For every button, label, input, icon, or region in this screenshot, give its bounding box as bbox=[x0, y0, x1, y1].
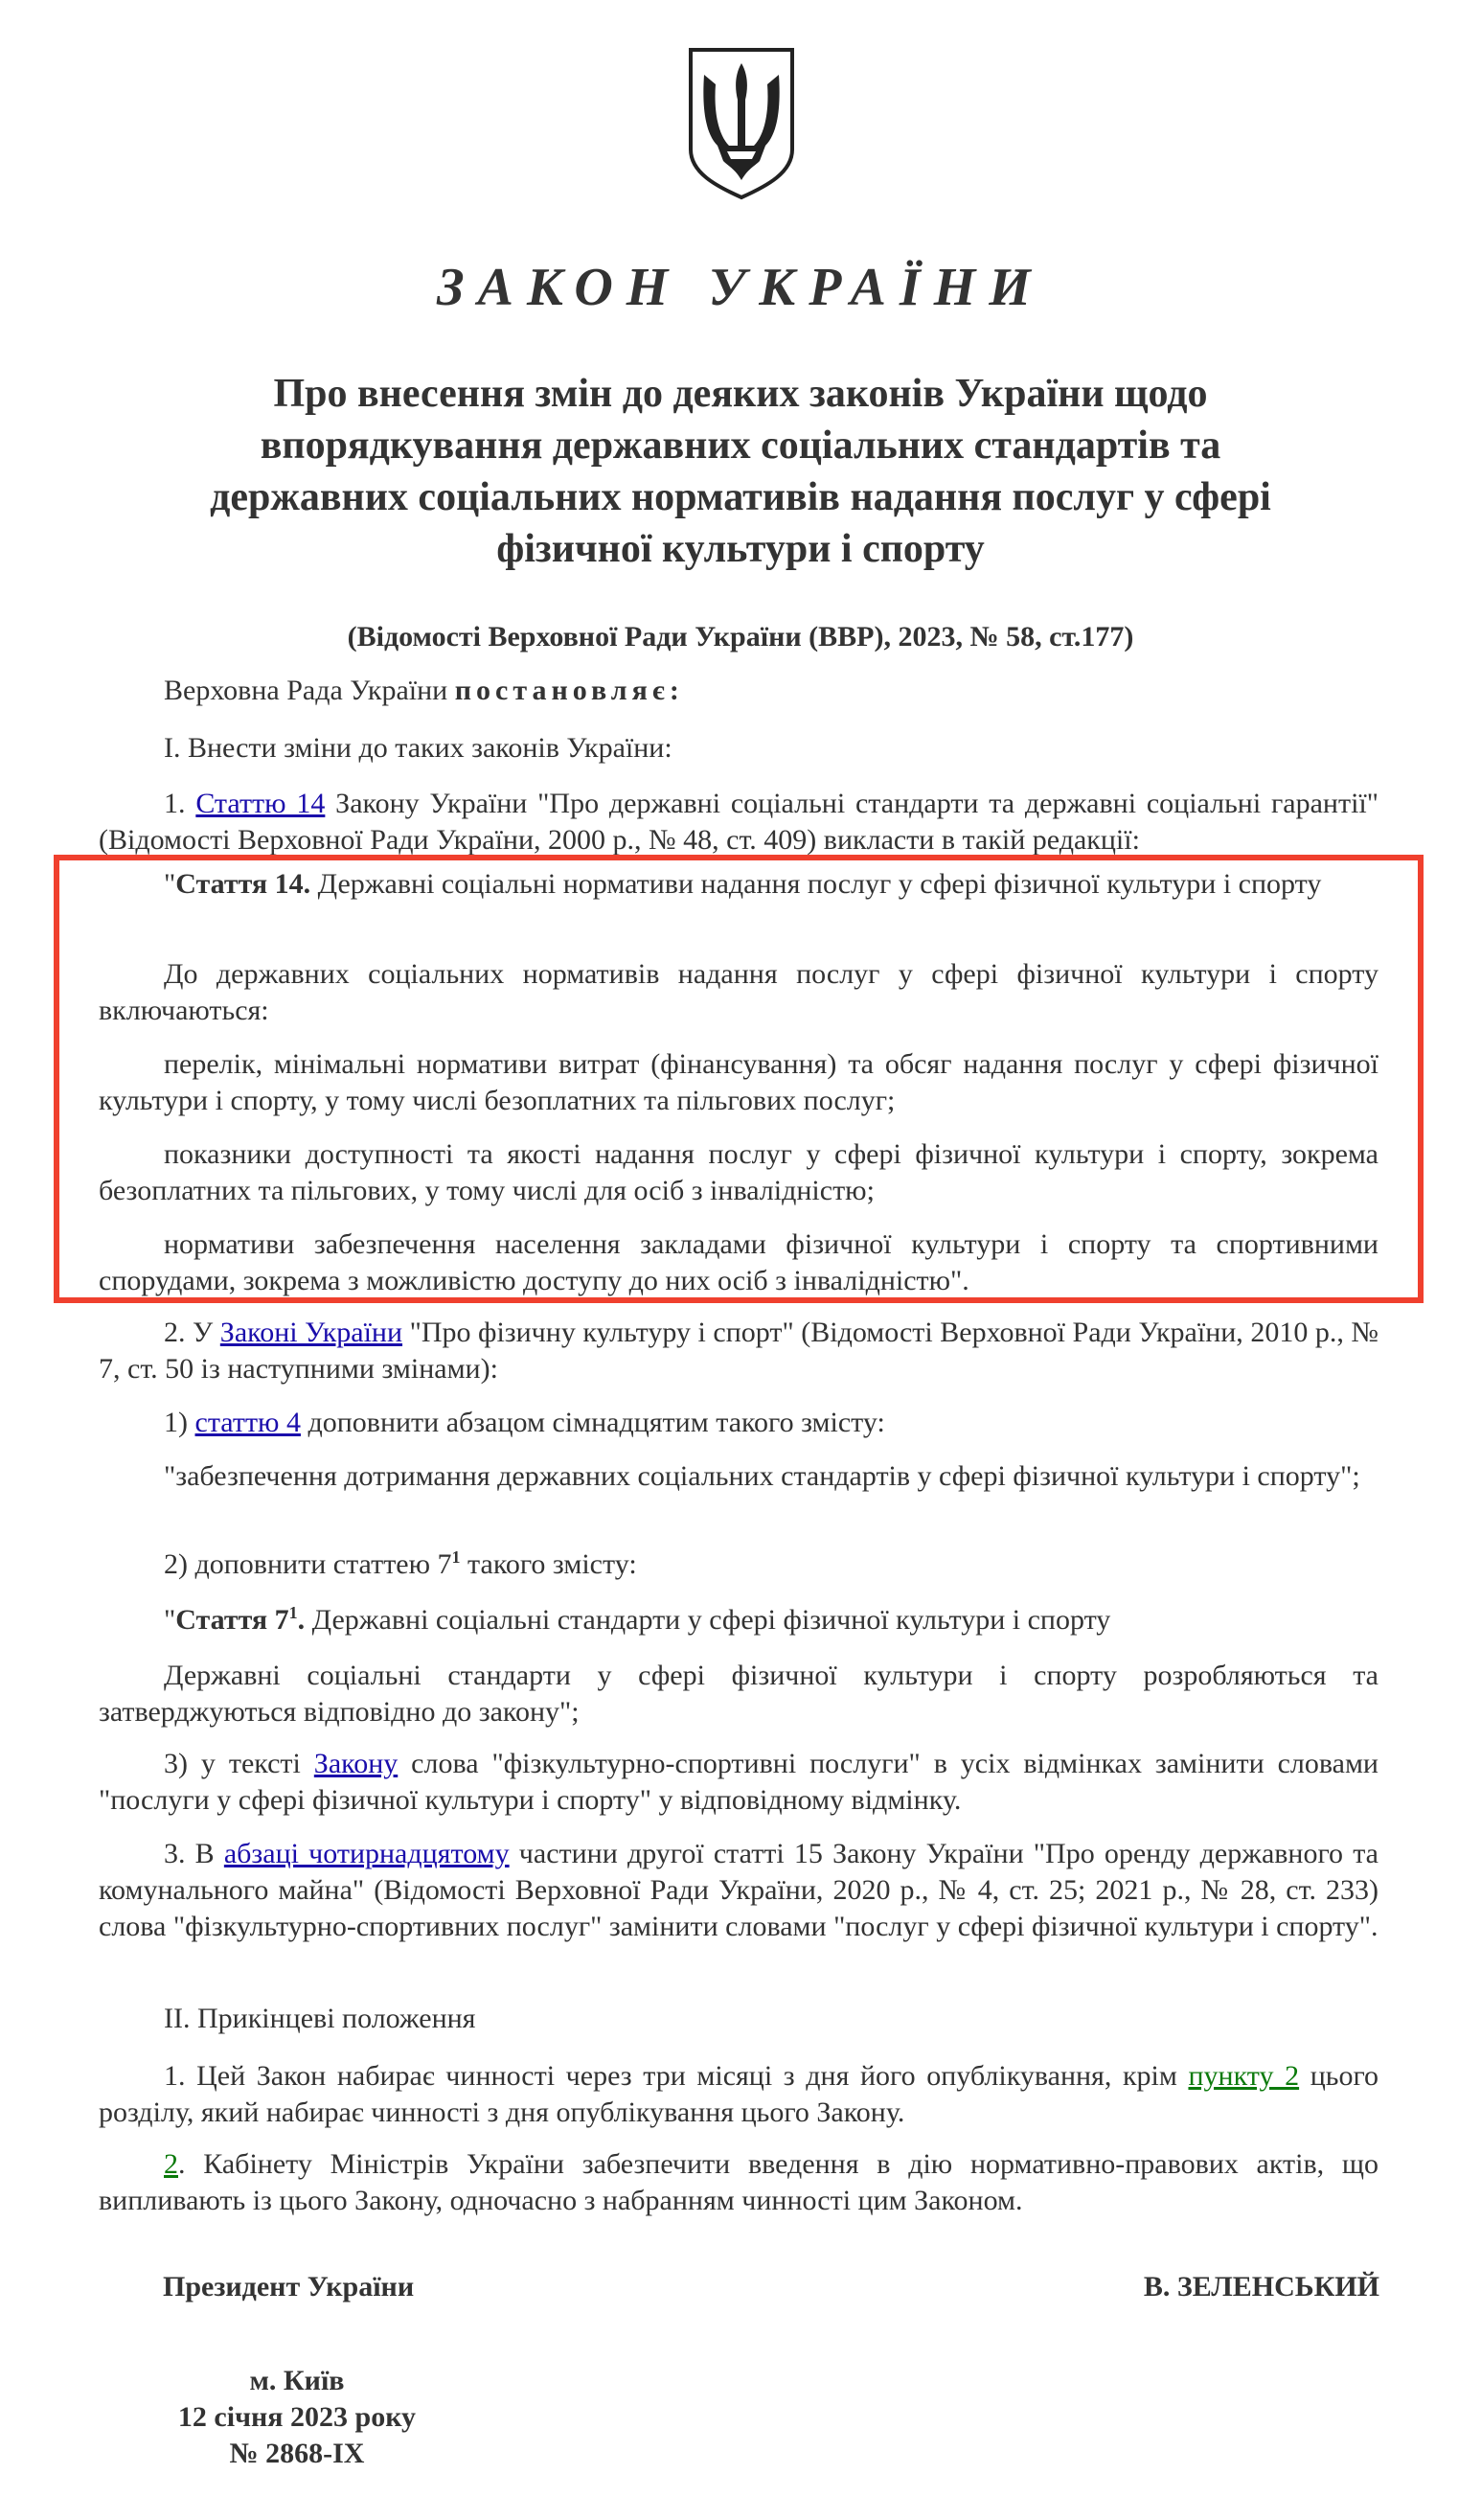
provision-text: цього розділу, який набирає чинності з дня опублікування цього Закону. bbox=[99, 2060, 1378, 2128]
amendment-2-3 bbox=[99, 1746, 1378, 1819]
provision-2-anchor[interactable]: 2 bbox=[164, 2148, 178, 2180]
amendment-text: слова "фізкультурно-спортивні послуги" в усіх відмінках замінити словами "послуги у сфері фізичної культури і спорту" у відповідному відмінку. bbox=[99, 1748, 1378, 1816]
paragraph-14-link[interactable]: абзаці чотирнадцятому bbox=[223, 1838, 510, 1869]
article-7-1-label bbox=[175, 1604, 305, 1636]
signer-position: Президент України bbox=[163, 2271, 415, 2302]
point-2-link[interactable]: пункту 2 bbox=[1188, 2060, 1300, 2092]
amendment-2-1 bbox=[99, 1405, 1378, 1441]
quoted-paragraph: "забезпечення дотримання державних соціальних стандартів у сфері фізичної культури і спорту"; bbox=[164, 1460, 1360, 1492]
article-7-1-heading bbox=[99, 1602, 1378, 1638]
article-4-link[interactable]: статтю 4 bbox=[194, 1407, 301, 1438]
amendment-text: такого змісту: bbox=[460, 1548, 637, 1580]
place-date-number bbox=[144, 2363, 450, 2472]
article-7-1-paragraph: Державні соціальні стандарти у сфері фізичної культури і спорту розробляються та затверджуються відповідно до закону"; bbox=[99, 1660, 1378, 1728]
subject-line: Про внесення змін до деяких законів України щодо bbox=[273, 372, 1208, 416]
section-2-heading: ІІ. Прикінцеві положення bbox=[164, 2003, 476, 2034]
article-14-paragraph: До державних соціальних нормативів надання послуг у сфері фізичної культури і спорту включаються: bbox=[99, 958, 1378, 1026]
provision-text: . Кабінету Міністрів України забезпечити введення в дію нормативно-правових актів, що випливають із цього Закону, одночасно з набранням чинності цим Законом. bbox=[99, 2148, 1378, 2216]
subject-line: впорядкування державних соціальних стандартів та bbox=[260, 424, 1221, 468]
subject-line: фізичної культури і спорту bbox=[496, 527, 985, 571]
superscript: 1 bbox=[451, 1547, 461, 1567]
article-14-paragraph: перелік, мінімальні нормативи витрат (фінансування) та обсяг надання послуг у сфері фізичної культури і спорту, у тому числі безоплатних та пільгових послуг; bbox=[99, 1048, 1378, 1116]
amendment-3 bbox=[99, 1836, 1378, 1945]
article-14-paragraph: показники доступності та якості надання послуг у сфері фізичної культури і спорту, зокрема безоплатних та пільгових, у тому числі для осіб з інвалідністю; bbox=[99, 1138, 1378, 1206]
intro-text: Верховна Рада України bbox=[164, 675, 455, 706]
superscript: 1 bbox=[288, 1603, 298, 1622]
law-title: ЗАКОН УКРАЇНИ bbox=[437, 258, 1044, 317]
law-subject bbox=[144, 368, 1337, 575]
signer-name: В. ЗЕЛЕНСЬКИЙ bbox=[1143, 2271, 1379, 2302]
provision-text: 1. Цей Закон набирає чинності через три місяці з дня його опублікування, крім bbox=[164, 2060, 1189, 2092]
final-provision-1 bbox=[99, 2058, 1378, 2131]
amendment-text: 2) доповнити статтею 7 bbox=[164, 1548, 452, 1580]
item-number: 3. В bbox=[164, 1838, 224, 1869]
amendment-1 bbox=[99, 786, 1378, 859]
amendment-2 bbox=[99, 1315, 1378, 1387]
gazette-reference: (Відомості Верховної Ради України (ВВР), 2023, № 58, ст.177) bbox=[347, 621, 1134, 653]
item-number: 1) bbox=[164, 1407, 195, 1438]
amendment-text: "Про фізичну культуру і спорт" (Відомості Верховної Ради України, 2010 р., № 7, ст. 50 із наступними змінами): bbox=[99, 1317, 1378, 1385]
intro-paragraph bbox=[99, 673, 1378, 709]
trident-coat-of-arms-icon bbox=[685, 46, 798, 201]
article-14-link[interactable]: Статтю 14 bbox=[195, 788, 326, 819]
item-number: 3) у тексті bbox=[164, 1748, 314, 1779]
quote-mark: " bbox=[164, 868, 176, 900]
sports-law-link[interactable]: Законі України bbox=[219, 1317, 403, 1348]
article-7-1-title: Державні соціальні стандарти у сфері фізичної культури і спорту bbox=[305, 1604, 1111, 1636]
amendment-text: Закону України "Про державні соціальні стандарти та державні соціальні гарантії" (Відомості Верховної Ради України, 2000 р., № 48, ст. 409) викласти в такій редакції: bbox=[99, 788, 1378, 856]
amendment-text: доповнити абзацом сімнадцятим такого змісту: bbox=[300, 1407, 885, 1438]
article-14-heading bbox=[99, 866, 1378, 903]
city: м. Київ bbox=[249, 2365, 345, 2396]
article-14-title: Державні соціальні нормативи надання послуг у сфері фізичної культури і спорту bbox=[310, 868, 1322, 900]
article-14-paragraph: нормативи забезпечення населення закладами фізичної культури і спорту та спортивними спорудами, зокрема з можливістю доступу до них осіб з інвалідністю". bbox=[99, 1228, 1378, 1296]
amendment-2-2 bbox=[99, 1546, 1378, 1583]
article-14-label: Стаття 14. bbox=[175, 868, 311, 900]
section-1-heading: І. Внести зміни до таких законів України: bbox=[164, 732, 672, 764]
final-provision-2 bbox=[99, 2146, 1378, 2219]
subject-line: державних соціальних нормативів надання послуг у сфері bbox=[210, 475, 1271, 519]
resolves-text: постановляє: bbox=[454, 675, 684, 706]
item-number: 2. У bbox=[164, 1317, 220, 1348]
law-number: № 2868-IX bbox=[229, 2438, 365, 2469]
date: 12 січня 2023 року bbox=[177, 2401, 417, 2433]
article-label-text: Стаття 7 bbox=[175, 1604, 289, 1636]
amendment-text: частини другої статті 15 Закону України "Про оренду державного та комунального майна" (Відомості Верховної Ради України, 2020 р., № 4, ст. 25; 2021 р., № 28, ст. 233) слова "фізкультурно-спортивних послуг" замінити словами "послуг у сфері фізичної культури і спорту". bbox=[99, 1838, 1379, 1942]
item-number: 1. bbox=[164, 788, 196, 819]
article-label-dot: . bbox=[297, 1604, 306, 1636]
law-text-link[interactable]: Закону bbox=[313, 1748, 399, 1779]
quote-mark: " bbox=[164, 1604, 176, 1636]
